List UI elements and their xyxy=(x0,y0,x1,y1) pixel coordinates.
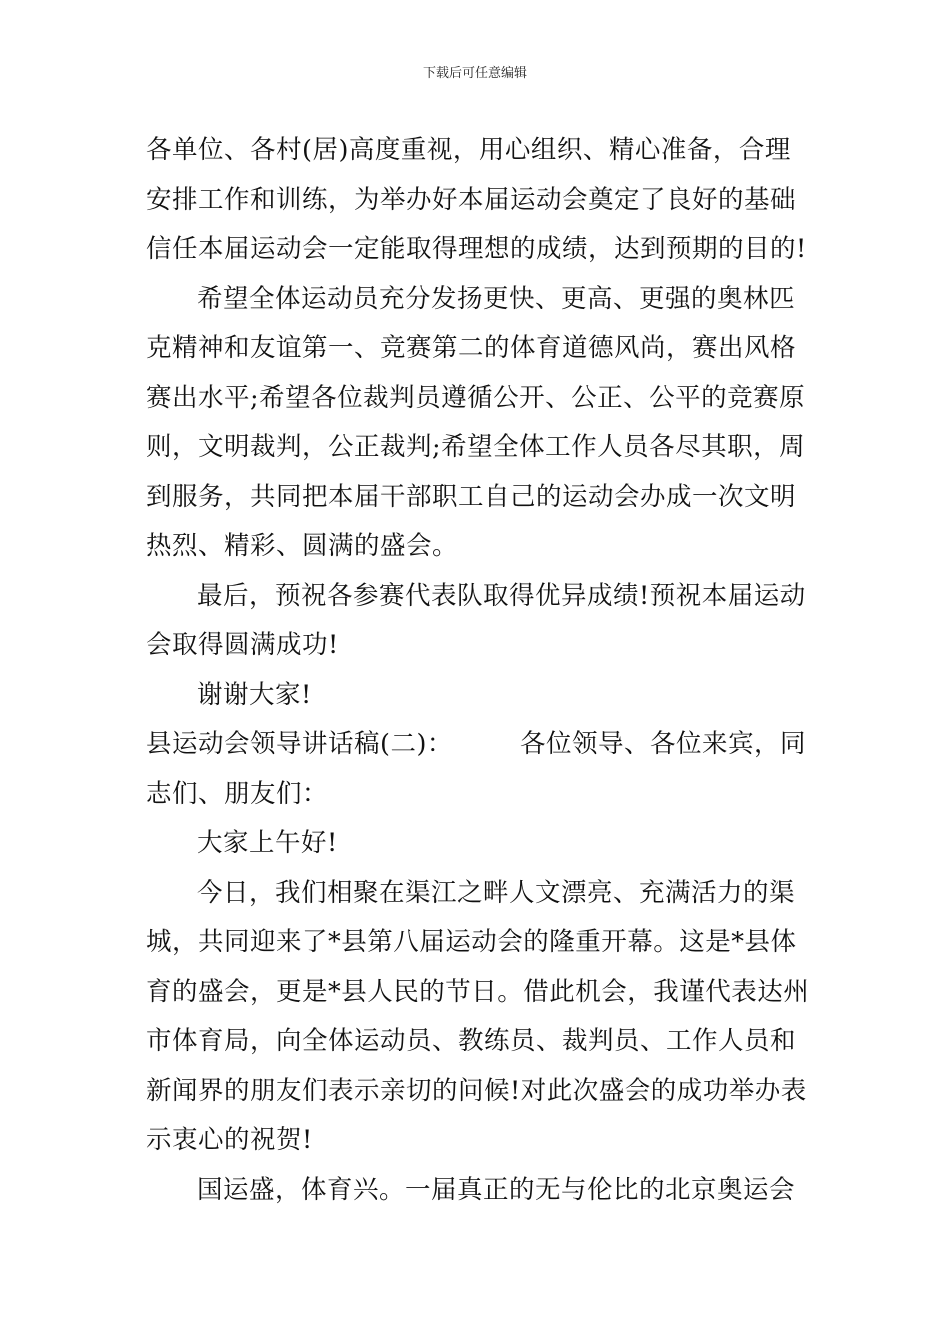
text-line: 最后，预祝各参赛代表队取得优异成绩!预祝本届运动 xyxy=(197,580,806,611)
text-line: 则，文明裁判，公正裁判;希望全体工作人员各尽其职，周 xyxy=(146,432,806,462)
section-title-line xyxy=(146,720,806,770)
text-line: 新闻界的朋友们表示亲切的问候!对此次盛会的成功举办表 xyxy=(146,1075,807,1106)
text-line: 今日，我们相聚在渠江之畔人文漂亮、充满活力的渠 xyxy=(197,877,796,908)
text-line: 热烈、精彩、圆满的盛会。 xyxy=(146,531,459,561)
text-line: 克精神和友谊第一、竞赛第二的体育道德风尚，赛出风格 xyxy=(146,333,797,363)
text-line: 各单位、各村(居)高度重视，用心组织、精心准备，合理 xyxy=(146,135,791,165)
text-line: 谢谢大家! xyxy=(197,679,312,710)
text-line: 国运盛，体育兴。一届真正的无与伦比的北京奥运会 xyxy=(197,1174,796,1205)
text-line: 信任本届运动会一定能取得理想的成绩，达到预期的目的! xyxy=(146,234,807,264)
document-body xyxy=(146,126,810,1215)
text-line: 赛出水平;希望各位裁判员遵循公开、公正、公平的竞赛原 xyxy=(146,382,806,413)
text-line: 到服务，共同把本届干部职工自己的运动会办成一次文明 xyxy=(146,481,797,512)
text-line: 城，共同迎来了*县第八届运动会的隆重开幕。这是*县体 xyxy=(146,927,797,957)
text-line: 希望全体运动员充分发扬更快、更高、更强的奥林匹 xyxy=(197,283,796,314)
text-line: 大家上午好! xyxy=(197,828,338,858)
text-line: 示衷心的祝贺! xyxy=(146,1125,313,1155)
text-line: 安排工作和训练，为举办好本届运动会奠定了良好的基础 xyxy=(146,184,797,215)
page-header: 下载后可任意编辑 xyxy=(422,66,527,81)
salutation-start: 各位领导、各位来宾，同 xyxy=(519,729,806,759)
text-line: 会取得圆满成功! xyxy=(146,630,339,660)
section-title: 县运动会领导讲话稿(二)： xyxy=(146,729,453,759)
text-line: 志们、朋友们： xyxy=(146,778,329,809)
text-line: 市体育局，向全体运动员、教练员、裁判员、工作人员和 xyxy=(146,1026,797,1056)
text-line: 育的盛会，更是*县人民的节日。借此机会，我谨代表达州 xyxy=(146,976,810,1007)
